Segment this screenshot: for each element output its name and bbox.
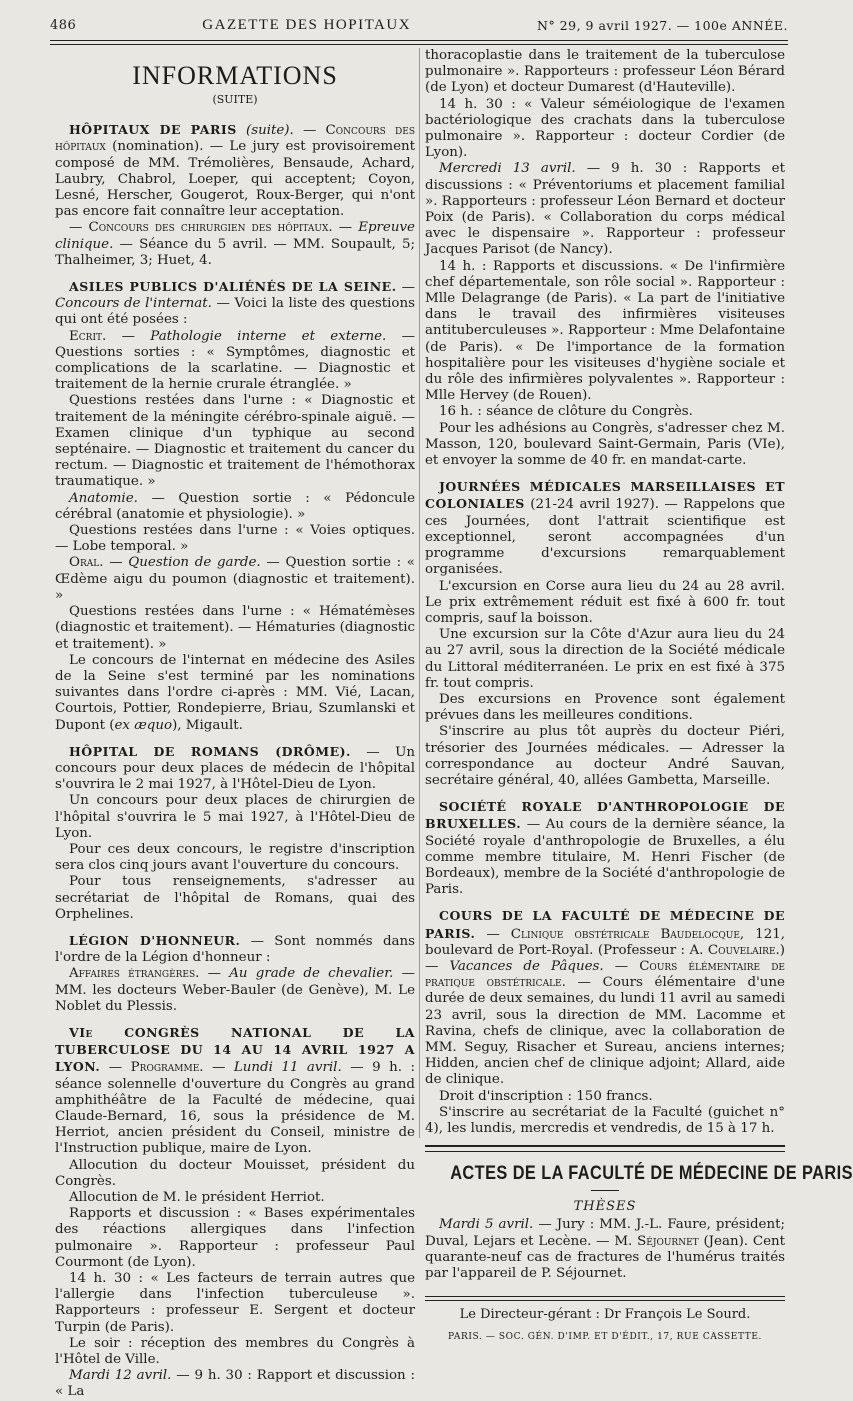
paragraph-text: (21-24 avril 1927). — Rappelons que ces Journées, dont l'attrait scientifique est exceptionnel, seront accompagnées d'un programme d'excursions remarquablement organisées. — [425, 497, 785, 578]
paragraph-text: — Au cours de la dernière séance, la Société royale d'anthropologie de Bruxelles, a élu comme membre titulaire, M. Henri Fischer (de Bordeaux), membre de la Société d'anthropologie de Paris. — [425, 817, 785, 898]
paragraph: S'inscrire au plus tôt auprès du docteur Piéri, trésorier des Journées médicales. — Adresser la correspondance au docteur André Sauvan, secrétaire général, 40, allées Gambetta, Marseille. — [425, 724, 785, 788]
paragraph — [55, 1368, 415, 1400]
subheading: — Concours des hôpitaux — [55, 123, 415, 155]
paragraph-text: — 9 h. : séance solennelle d'ouverture du Congrès au grand amphithéâtre de la Faculté de médecine, quai Claude-Bernard, 16, sous la présidence de M. Herriot, ancien président du Conseil, ministre de l'Instruction publique, maire de Lyon. — [55, 1060, 415, 1157]
emphasis: Mercredi 13 avril. — [439, 161, 576, 177]
theses-title: THÈSES — [573, 1199, 637, 1215]
paragraph-text: — Séance du 5 avril. — MM. Soupault, 5; Thalheimer, 3; Huet, 4. — [55, 236, 415, 268]
paragraph-text: — Voici la liste des questions qui ont été posées : — [55, 296, 415, 328]
paragraph-text: — Question sortie : « Œdème aigu du poumon (diagnostic et traitement). » — [55, 555, 415, 603]
emphasis: Mardi 5 avril. — [439, 1217, 534, 1233]
emphasis: Anatomie. — [69, 490, 138, 506]
paragraph — [55, 122, 415, 220]
paragraph-text: — Sont nommés dans l'ordre de la Légion d'honneur : — [55, 933, 415, 966]
paragraph: Le soir : réception des membres du Congrès à l'Hôtel de Ville. — [55, 1335, 415, 1368]
paragraph-text: (Jean). Cent quarante-neuf cas de fractures de l'humérus traités par l'appareil de P. Séjournet. — [425, 1233, 786, 1282]
paragraph: Questions restées dans l'urne : « Diagnostic et traitement de la méningite cérébro-spinale aiguë. — Examen clinique d'un typhique au second septénaire. — Diagnostic et traitement du cancer du rectum. — Diagnostic et traitement de l'hémothorax traumatique. » — [55, 393, 415, 490]
paragraph: Pour les adhésions au Congrès, s'adresser chez M. Masson, 120, boulevard Saint-Germain, Paris (VIe), et envoyer la somme de 40 fr. en mandat-carte. — [425, 420, 785, 469]
section-rule — [425, 1145, 785, 1152]
issue-info: N° 29, 9 avril 1927. — 100e ANNÉE. — [537, 17, 788, 33]
paragraph-text: (nomination). — Le jury est provisoirement composé de MM. Trémolières, Bensaude, Achard, Laubry, Chabrol, Loeper, qui acceptent; Coyon, Lesné, Herscher, Gougerot, Roux-Berger, qui n'ont pas encore fait connaître leur acceptation. — [55, 139, 415, 220]
paragraph-text: — Un concours pour deux places de médecin de l'hôpital s'ouvrira le 2 mai 1927, à l'Hôtel-Dieu de Lyon. — [55, 744, 415, 793]
paragraph — [55, 279, 415, 329]
paragraph: Une excursion sur la Côte d'Azur aura lieu du 24 au 27 avril, sous la direction de la Société médicale du Littoral méditerranéen. Le prix en est fixé à 375 fr. tout compris. — [425, 627, 785, 691]
footer-rule — [425, 1296, 785, 1301]
subheading: Ecrit. — [69, 328, 107, 344]
paragraph: S'inscrire au secrétariat de la Faculté (guichet n° 4), les lundis, mercredis et vendredis, de 15 à 17 h. — [425, 1104, 785, 1136]
paragraph — [55, 1025, 415, 1158]
paragraph: Allocution de M. le président Herriot. — [69, 1190, 325, 1205]
paragraph — [55, 220, 415, 269]
paragraph — [55, 555, 415, 604]
candidate-name: Séjournet — [637, 1233, 699, 1249]
title-rule — [591, 1190, 619, 1191]
paragraph-text: — Questions sorties : « Symptômes, diagnostic et complications de la scarlatine. — Diagnostic et traitement de la hernie crurale étranglée. » — [55, 328, 415, 393]
paragraph-text: Le concours de l'internat en médecine des Asiles de la Seine s'est terminé par les nominations suivantes dans l'ordre ci-après : MM. Vié, Lacan, Courtois, Pottier, Rondepierre, Briau, Szumlanski et Dupont ( — [55, 652, 415, 733]
emphasis: — Pathologie interne et externe. — [106, 328, 387, 344]
paragraph-text: — 9 h. 30 : Rapports et discussions : « Préventoriums et placement familial ». Rapporteurs : professeur Léon Bernard et docteur Poix (de Paris). « Collaboration du corps médical avec le dispensaire ». Rapporteur : professeur Jacques Parisot (de Nancy). — [425, 161, 785, 258]
paragraph: thoracoplastie dans le traitement de la tuberculose pulmonaire ». Rapporteurs : professeur Léon Bérard (de Lyon) et docteur Dumarest (d'Hauteville). — [425, 48, 785, 96]
subheading: Oral. — [69, 555, 104, 571]
right-column — [425, 48, 853, 1346]
paragraph: Des excursions en Provence sont également prévues dans les meilleures conditions. — [425, 691, 785, 724]
emphasis: — Lundi 11 avril. — [203, 1060, 342, 1076]
paragraph — [425, 479, 785, 578]
director-line: Le Directeur-gérant : Dr François Le Sourd. — [459, 1307, 751, 1323]
paragraph-text: 121, boulevard de Port-Royal. (Professeur : A. — [425, 926, 785, 958]
paragraph: 16 h. : séance de clôture du Congrès. — [439, 404, 693, 420]
paragraph: Questions restées dans l'urne : « Hématémèses (diagnostic et traitement). — Hématuries (diagnostic et traitement). » — [55, 604, 415, 652]
paragraph-text: .) — — [425, 942, 785, 974]
paragraph — [55, 933, 415, 966]
emphasis: ex æquo — [114, 717, 173, 733]
section-title: INFORMATIONS — [132, 61, 338, 90]
paragraph-heading: JOURNÉES MÉDICALES MARSEILLAISES ET COLONIALES — [425, 479, 785, 512]
acts-title: ACTES DE LA FACULTÉ DE MÉDECINE DE PARIS — [450, 1163, 853, 1185]
paragraph-heading: LÉGION D'HONNEUR. — [69, 932, 241, 948]
emphasis: — Question de garde. — [103, 555, 261, 571]
subheading: Affaires étrangères. — [69, 966, 200, 982]
paragraph-text: ), Migault. — [172, 717, 243, 733]
paragraph-text: — Cours élémentaire d'une durée de deux semaines, du lundi 11 avril au samedi 23 avril, sous la direction de MM. Lacomme et Ravina, chefs de clinique, avec la collaboration de MM. Seguy, Risacher et Sureau, anciens internes; Hidden, ancien chef de clinique adjoint; Allard, aide de clinique. — [425, 975, 785, 1088]
paragraph — [55, 491, 415, 523]
paragraph — [425, 799, 785, 898]
paragraph — [55, 744, 415, 794]
paragraph-heading: ASILES PUBLICS D'ALIÉNÉS DE LA SEINE. — [69, 279, 397, 295]
paragraph — [425, 1217, 785, 1282]
subheading: — Cours élémentaire de pratique obstétricale. — [425, 958, 785, 991]
paragraph — [55, 329, 415, 394]
emphasis: Mardi 12 avril. — [69, 1368, 172, 1384]
paragraph-text: — MM. les docteurs Weber-Bauler (de Genève), M. Le Noblet du Plessis. — [55, 966, 415, 1014]
journal-title: GAZETTE DES HOPITAUX — [202, 16, 412, 33]
page-number: 486 — [50, 17, 77, 33]
professor-name: Couvelaire — [707, 942, 776, 958]
paragraph-text: — Jury : MM. J.-L. Faure, président; Duval, Lejars et Lecène. — M. — [425, 1217, 785, 1249]
emphasis: — Au grade de chevalier. — [199, 966, 394, 982]
paragraph: Rapports et discussion : « Bases expérimentales des réactions allergiques dans l'infection pulmonaire ». Rapporteur : professeur Paul Courmont (de Lyon). — [55, 1206, 415, 1270]
paragraph-text: — Question sortie : « Pédoncule cérébral (anatomie et physiologie). » — [55, 490, 415, 522]
paragraph — [425, 908, 785, 1088]
paragraph — [55, 653, 415, 734]
section-subtitle: (SUITE) — [212, 93, 258, 106]
paragraph-heading: VIe CONGRÈS NATIONAL DE LA TUBERCULOSE DU 14 AU 14 AVRIL 1927 A LYON. — [55, 1024, 415, 1075]
paragraph: L'excursion en Corse aura lieu du 24 au 28 avril. Le prix extrêmement réduit est fixé à 600 fr. tout compris, sauf la boisson. — [425, 578, 785, 626]
column-separator — [419, 48, 420, 1138]
emphasis: — Concours de l'internat. — [55, 280, 415, 312]
paragraph — [425, 161, 785, 258]
subheading: — Concours des chirurgien des hôpitaux. — [69, 220, 333, 236]
paragraph: Droit d'inscription : 150 francs. — [439, 1088, 653, 1104]
emphasis: Vacances de Pâques. — [449, 958, 604, 974]
printer-line: PARIS. — SOC. GÉN. D'IMP. ET D'ÉDIT., 17, RUE CASSETTE. — [448, 1332, 762, 1343]
header-rule — [50, 40, 788, 45]
emphasis: — Epreuve clinique. — [55, 220, 415, 252]
page-header — [50, 12, 788, 38]
paragraph: Allocution du docteur Mouisset, président du Congrès. — [55, 1157, 415, 1189]
paragraph-heading: SOCIÉTÉ ROYALE D'ANTHROPOLOGIE DE BRUXELLES. — [425, 799, 785, 832]
paragraph: 14 h. : Rapports et discussions. « De l'infirmière chef départementale, son rôle social ». Rapporteur : Mlle Delagrange (de Paris). « La part de l'initiative dans le travail des infirmières visiteuses antituberculeuses ». Rapporteur : Mme Delafontaine (de Paris). « De l'importance de la formation hospitalière pour les visiteuses d'hygiène sociale et du rôle des infirmières polyvalentes ». Rapporteur : Mlle Hervey (de Rouen). — [425, 258, 785, 404]
paragraph: 14 h. 30 : « Valeur séméiologique de l'examen bactériologique des crachats dans la tuberculose pulmonaire ». Rapporteur : docteur Cordier (de Lyon). — [425, 96, 785, 161]
paragraph: 14 h. 30 : « Les facteurs de terrain autres que l'allergie dans l'infection tuberculeuse ». Rapporteurs : professeur E. Sergent et docteur Turpin (de Paris). — [55, 1271, 415, 1335]
paragraph: Questions restées dans l'urne : « Voies optiques. — Lobe temporal. » — [55, 523, 415, 555]
paragraph: Pour ces deux concours, le registre d'inscription sera clos cinq jours avant l'ouverture du concours. — [55, 841, 415, 874]
paragraph-heading: COURS DE LA FACULTÉ DE MÉDECINE DE PARIS. — [425, 908, 785, 941]
paragraph: Un concours pour deux places de chirurgien de l'hôpital s'ouvrira le 5 mai 1927, à l'Hôtel-Dieu de Lyon. — [55, 793, 415, 841]
subheading: — Programme. — [100, 1060, 204, 1076]
subheading: — Clinique obstétricale Baudelocque, — [475, 926, 745, 942]
left-column — [55, 48, 415, 1401]
paragraph-heading: HÔPITAUX DE PARIS — [69, 122, 237, 138]
paragraph: Pour tous renseignements, s'adresser au secrétariat de l'hôpital de Romans, quai des Orphelines. — [55, 874, 415, 922]
heading-suffix: (suite). — [245, 123, 294, 139]
paragraph — [55, 966, 415, 1015]
paragraph-text: — 9 h. 30 : Rapport et discussion : « La — [55, 1368, 416, 1400]
paragraph-heading: HÔPITAL DE ROMANS (DRÔME). — [69, 743, 351, 759]
